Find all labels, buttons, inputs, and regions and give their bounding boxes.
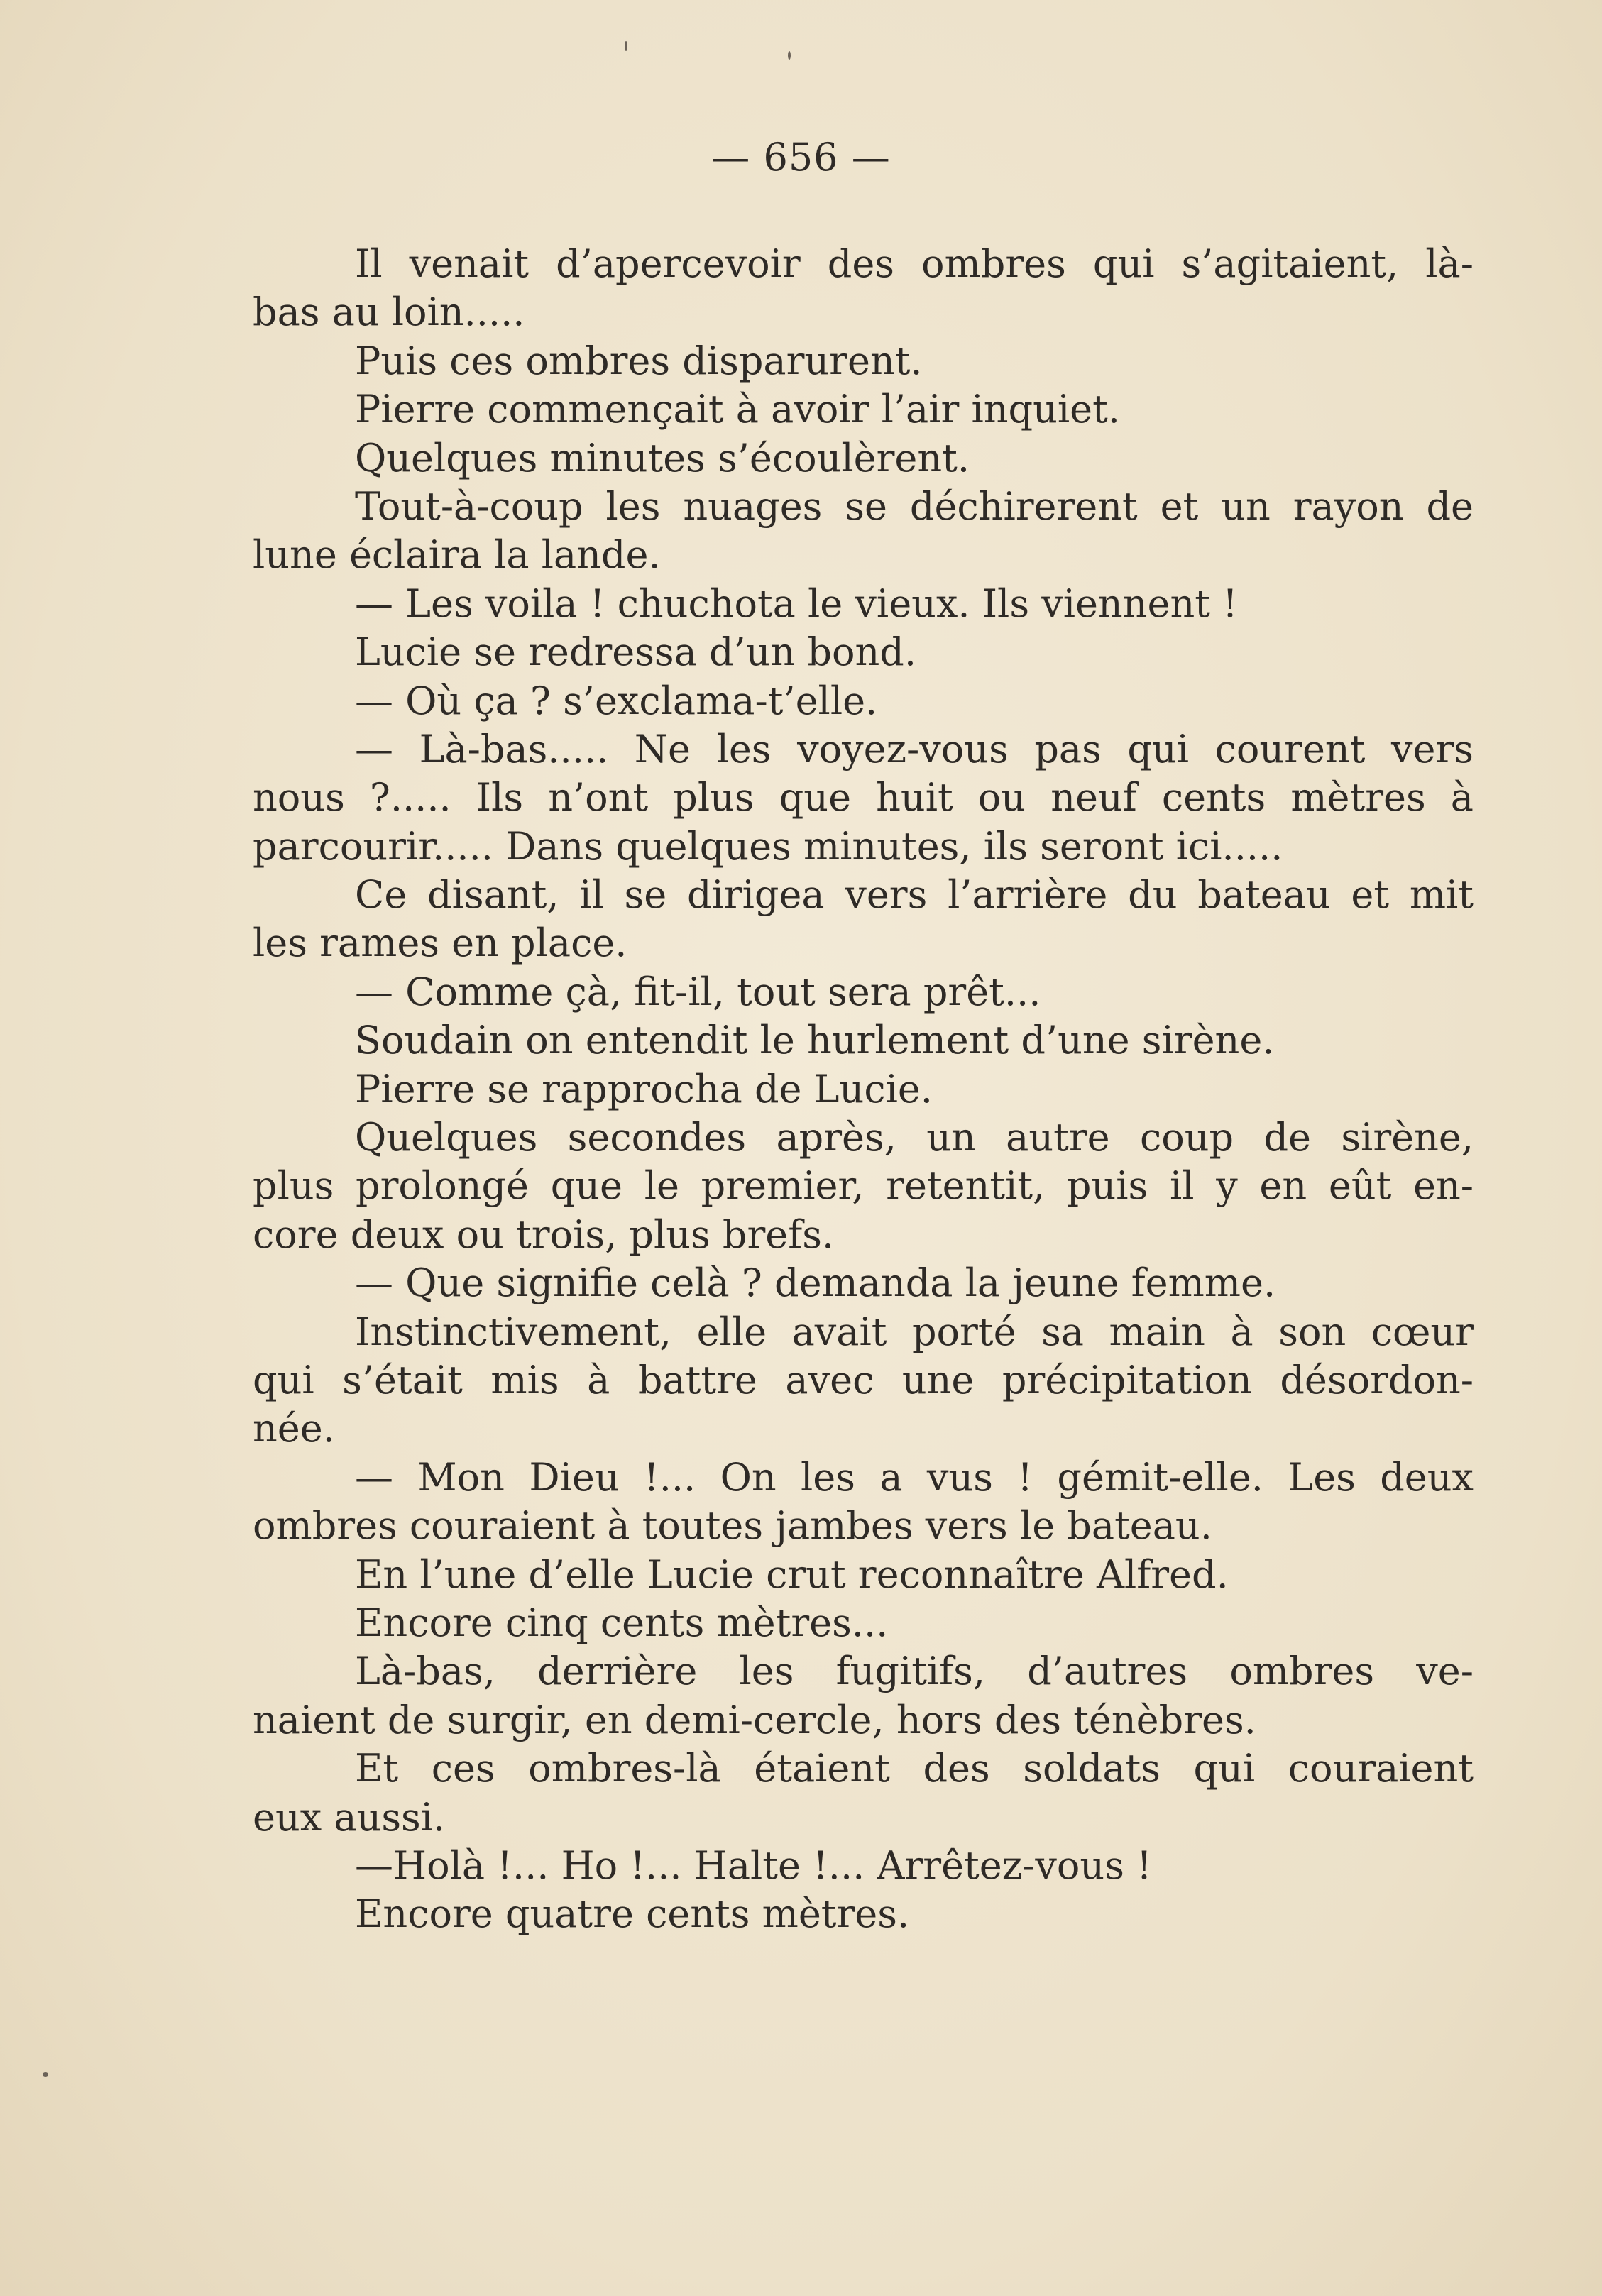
text-line: Et ces ombres-là étaient des soldats qui couraient (355, 1746, 1474, 1791)
text-line: Pierre commençait à avoir l’air inquiet. (355, 387, 1120, 432)
text-line: — Mon Dieu !... On les a vus ! gémit-elle. Les deux (355, 1454, 1474, 1500)
text-line: ombres couraient à toutes jambes vers le bateau. (253, 1503, 1212, 1549)
text-line: parcourir..... Dans quelques minutes, ils seront ici..... (253, 823, 1283, 869)
text-line: Soudain on entendit le hurlement d’une sirène. (355, 1018, 1275, 1063)
text-line: Lucie se redressa d’un bond. (355, 630, 917, 675)
page-number: — 656 — (711, 135, 891, 180)
ink-speck (43, 2072, 48, 2077)
text-line: Instinctivement, elle avait porté sa main à son cœur (355, 1309, 1474, 1354)
body-text (253, 240, 1474, 1939)
text-line: core deux ou trois, plus brefs. (253, 1212, 835, 1257)
text-line: Puis ces ombres disparurent. (355, 338, 923, 383)
text-line: Là-bas, derrière les fugitifs, d’autres ombres ve- (355, 1649, 1474, 1694)
text-line: — Les voila ! chuchota le vieux. Ils viennent ! (355, 581, 1238, 626)
text-line: Pierre se rapprocha de Lucie. (355, 1066, 933, 1111)
text-line: Il venait d’apercevoir des ombres qui s’agitaient, là- (355, 241, 1474, 286)
text-line: lune éclaira la lande. (253, 532, 661, 578)
text-line: naient de surgir, en demi-cercle, hors des ténèbres. (253, 1697, 1256, 1742)
text-line: Ce disant, il se dirigea vers l’arrière du bateau et mit (355, 872, 1474, 918)
text-line: —Holà !... Ho !... Halte !... Arrêtez-vous ! (355, 1842, 1152, 1888)
ink-speck (788, 51, 791, 60)
text-line: nous ?..... Ils n’ont plus que huit ou neuf cents mètres à (253, 775, 1474, 820)
text-line: — Que signifie celà ? demanda la jeune femme. (355, 1260, 1276, 1306)
text-line: plus prolongé que le premier, retentit, puis il y en eût en- (253, 1163, 1474, 1209)
text-line: Quelques secondes après, un autre coup de sirène, (355, 1115, 1474, 1160)
text-line: — Où ça ? s’exclama-t’elle. (355, 678, 878, 723)
text-line: eux aussi. (253, 1794, 446, 1840)
text-line: — Comme çà, fit-il, tout sera prêt... (355, 969, 1041, 1014)
text-line: Encore quatre cents mètres. (355, 1891, 910, 1937)
text-line: bas au loin..... (253, 290, 525, 335)
text-line: En l’une d’elle Lucie crut reconnaître Alfred. (355, 1551, 1229, 1597)
text-line: née. (253, 1406, 335, 1451)
text-line: Tout-à-coup les nuages se déchirerent et un rayon de (355, 483, 1474, 529)
text-line: — Là-bas..... Ne les voyez-vous pas qui courent vers (355, 726, 1474, 771)
text-line: qui s’était mis à battre avec une précipitation désordon- (253, 1357, 1474, 1402)
text-line: Encore cinq cents mètres... (355, 1600, 889, 1645)
text-line: Quelques minutes s’écoulèrent. (355, 435, 970, 480)
ink-speck (625, 41, 627, 51)
text-line: les rames en place. (253, 921, 627, 966)
